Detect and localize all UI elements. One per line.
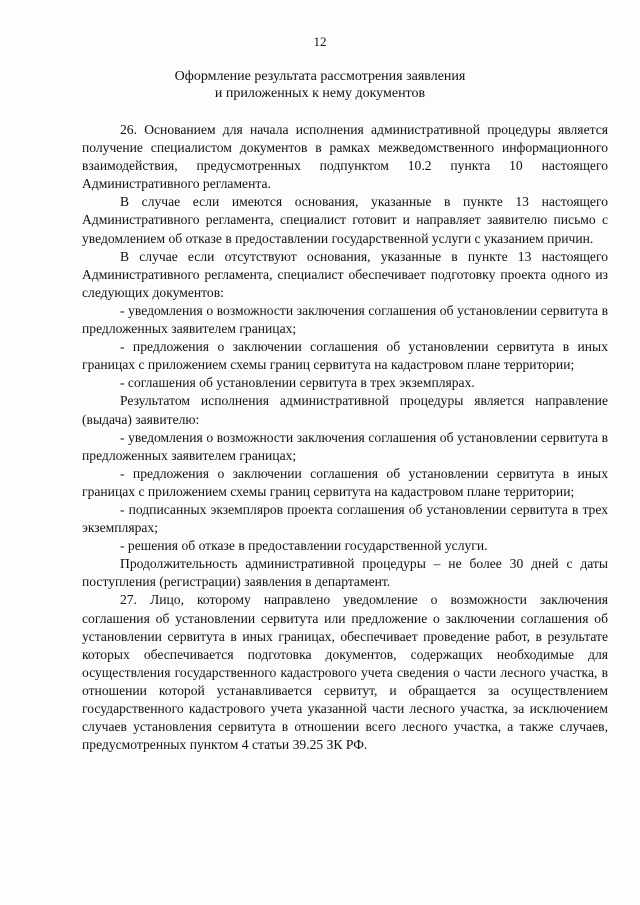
paragraph: В случае если имеются основания, указанные в пункте 13 настоящего Административного регламента, специалист готовит и направляет заявителю письмо с уведомлением об отказе в предоставлении государственной услуги с указанием причин.	[82, 194, 608, 246]
list-item: - подписанных экземпляров проекта соглашения об установлении сервитута в трех экземплярах;	[82, 501, 608, 536]
list-item: - соглашения об установлении сервитута в трех экземплярах.	[120, 375, 475, 391]
list-item: - предложения о заключении соглашения об установлении сервитута в иных границах с приложением схемы границ сервитута на кадастровом плане территории;	[82, 465, 608, 499]
paragraph: Результатом исполнения административной процедуры является направление (выдача) заявителю:	[82, 393, 608, 427]
paragraph: Продолжительность административной процедуры – не более 30 дней с даты поступления (регистрации) заявления в департамент.	[82, 556, 608, 590]
section-heading-line-2: и приложенных к нему документов	[214, 86, 426, 101]
list-item: - решения об отказе в предоставлении государственной услуги.	[120, 538, 488, 554]
list-item: - предложения о заключении соглашения об установлении сервитута в иных границах с приложением схемы границ сервитута на кадастровом плане территории;	[82, 339, 608, 373]
list-item: - уведомления о возможности заключения соглашения об установлении сервитута в предложенных заявителем границах;	[82, 302, 608, 337]
page-number: 12	[313, 34, 327, 49]
document-body	[82, 121, 608, 754]
paragraph-26: 26. Основанием для начала исполнения административной процедуры является получение специалистом документов в рамках межведомственного информационного взаимодействия, предусмотренных подпунктом 10.2 пункта 10 настоящего Административного регламента.	[82, 122, 608, 192]
paragraph-27: 27. Лицо, которому направлено уведомление о возможности заключения соглашения об установлении сервитута или предложение о заключении соглашения об установлении сервитута в иных границах, обеспечивает проведение работ, в результате которых обеспечивается подготовка документов, содержащих необходимые для осуществления государственного кадастрового учета сведения о части лесного участка, в отношении которой устанавливается сервитут, и обращается за осуществлением государственного кадастрового учета указанной части лесного участка, за исключением случаев установления сервитута в отношении всего лесного участка, а также случаев, предусмотренных пунктом 4 статьи 39.25 ЗК РФ.	[82, 592, 608, 753]
paragraph: В случае если отсутствуют основания, указанные в пункте 13 настоящего Административного регламента, специалист обеспечивает подготовку проекта одного из следующих документов:	[82, 248, 608, 300]
section-heading	[0, 68, 640, 102]
section-heading-line-1: Оформление результата рассмотрения заявления	[174, 69, 466, 84]
list-item: - уведомления о возможности заключения соглашения об установлении сервитута в предложенных заявителем границах;	[82, 429, 608, 463]
